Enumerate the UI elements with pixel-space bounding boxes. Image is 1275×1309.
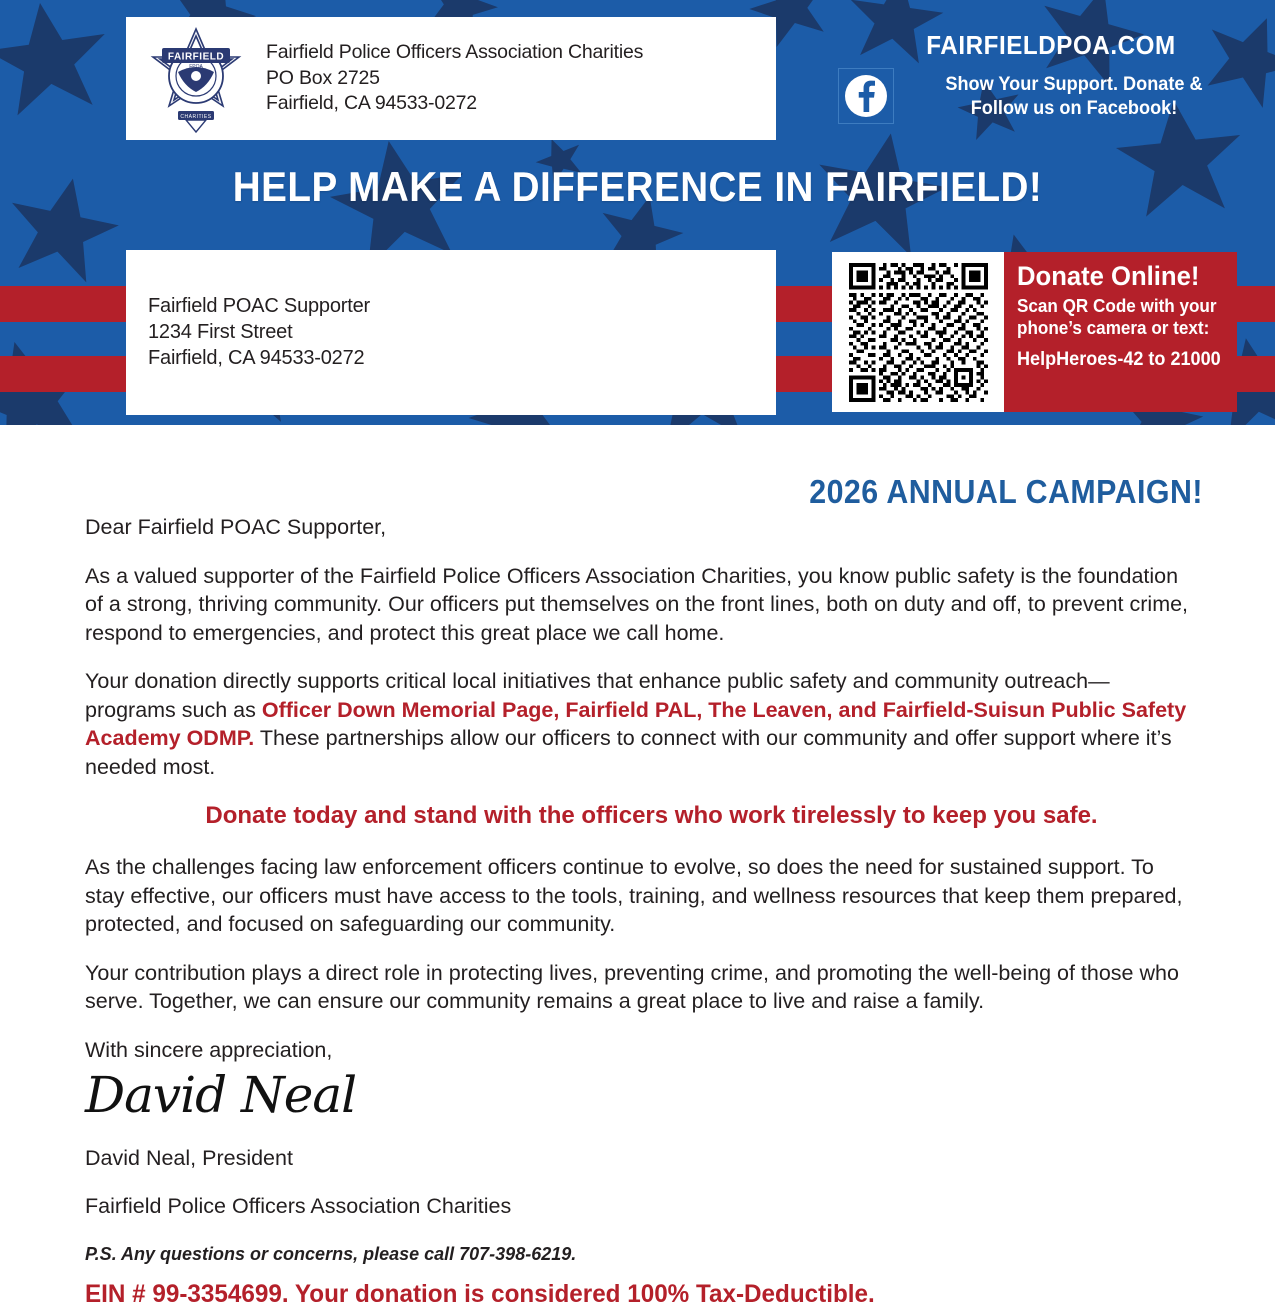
signature-image: David Neal <box>85 1066 357 1124</box>
social-block <box>830 30 1250 135</box>
signer-organization: Fairfield Police Officers Association Charities <box>85 1194 512 1218</box>
closing-line: With sincere appreciation, <box>85 1037 333 1062</box>
recipient-address-card <box>126 250 776 415</box>
qr-code-container[interactable] <box>832 252 1004 412</box>
paragraph-2-after: These partnerships allow our officers to connect with our community and offer support where it’s needed most. <box>85 726 1172 779</box>
recipient-line-2: 1234 First Street <box>148 321 293 343</box>
recipient-address-text <box>148 293 370 371</box>
salutation: Dear Fairfield POAC Supporter, <box>85 515 387 539</box>
ein-tax-notice: EIN # 99-3354699. Your donation is considered 100% Tax-Deductible. <box>85 1279 875 1308</box>
paragraph-2-before: Your donation directly supports critical local initiatives that enhance public safety and community outreach—programs such as <box>85 669 1110 722</box>
letter-body <box>0 425 1275 1308</box>
campaign-title: 2026 ANNUAL CAMPAIGN! <box>809 473 1203 510</box>
return-address-text <box>266 40 643 117</box>
donate-text-keyword: HelpHeroes-42 to 21000 <box>1017 349 1221 370</box>
svg-text:FAIRFIELD: FAIRFIELD <box>167 51 225 62</box>
facebook-icon[interactable] <box>838 68 894 124</box>
qr-code-icon <box>849 263 988 402</box>
svg-text:CHARITIES: CHARITIES <box>180 113 212 120</box>
header-banner <box>0 0 1275 425</box>
return-address-card <box>126 17 776 140</box>
paragraph-4: Your contribution plays a direct role in protecting lives, preventing crime, and promoting the well-being of those who serve. Together, we can ensure our community remains a great place to live and raise a family. <box>85 960 1179 1013</box>
facebook-callout-text <box>910 72 1237 120</box>
recipient-line-3: Fairfield, CA 94533-0272 <box>148 347 365 369</box>
facebook-text-line-1: Show Your Support. Donate & <box>945 73 1203 95</box>
facebook-text-line-2: Follow us on Facebook! <box>970 97 1178 119</box>
signer-name: David Neal, President <box>85 1146 293 1170</box>
fairfield-poa-badge-icon <box>148 24 244 134</box>
postscript: P.S. Any questions or concerns, please call 707-398-6219. <box>85 1244 577 1264</box>
website-url-link[interactable]: FAIRFIELDPOA.COM <box>926 30 1176 60</box>
paragraph-1: As a valued supporter of the Fairfield Police Officers Association Charities, you know public safety is the foundation of a strong, thriving community. Our officers put themselves on the front lines, both on duty and off, to prevent crime, respond to emergencies, and protect this great place we call home. <box>85 563 1189 645</box>
paragraph-3: As the challenges facing law enforcement officers continue to evolve, so does the need for sustained support. To stay effective, our officers must have access to the tools, training, and wellness resources that keep them prepared, protected, and focused on safeguarding our community. <box>85 855 1183 936</box>
donate-instruction-line-1: Scan QR Code with your <box>1017 296 1217 316</box>
banner-headline: HELP MAKE A DIFFERENCE IN FAIRFIELD! <box>232 163 1043 210</box>
letter-text-column <box>85 513 1190 1309</box>
paragraph-2 <box>85 667 1190 781</box>
donate-instruction-line-2: phone’s camera or text: <box>1017 318 1210 338</box>
call-to-action: Donate today and stand with the officers who work tirelessly to keep you safe. <box>205 802 1098 829</box>
return-address-line-3: Fairfield, CA 94533-0272 <box>266 92 477 115</box>
donate-online-panel <box>1004 252 1237 412</box>
return-address-line-2: PO Box 2725 <box>266 66 380 89</box>
donate-instructions <box>1017 295 1226 339</box>
program-list-highlight: Officer Down Memorial Page, Fairfield PAL, The Leaven, and Fairfield-Suisun Public Safety Academy ODMP. <box>85 697 1187 750</box>
svg-text:FPOA: FPOA <box>189 63 203 70</box>
return-address-line-1: Fairfield Police Officers Association Charities <box>266 41 644 64</box>
recipient-line-1: Fairfield POAC Supporter <box>148 295 370 317</box>
donate-online-title: Donate Online! <box>1017 261 1200 291</box>
